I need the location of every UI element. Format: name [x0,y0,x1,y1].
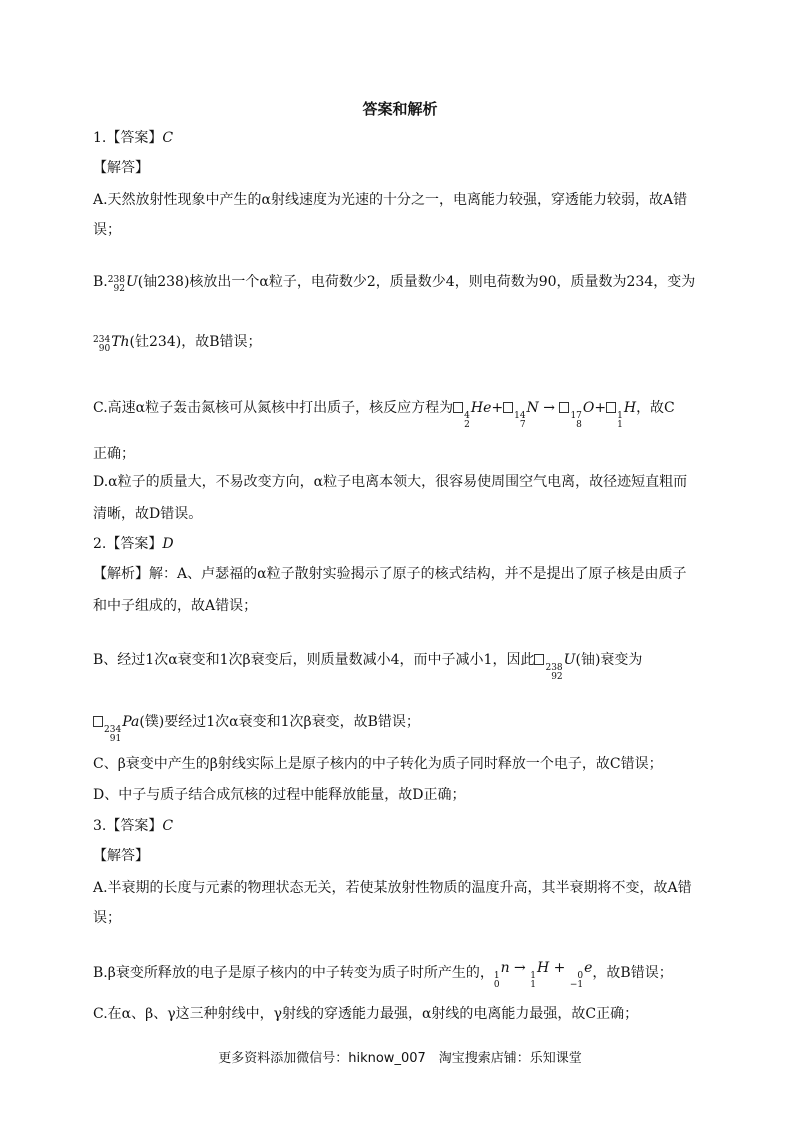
q3-b-line [93,958,710,990]
missing-glyph-box [534,654,544,665]
q1-c-line1 [93,398,710,430]
q1-b-line1-rest: 核放出一个α粒子，电荷数少2，质量数少4，则电荷数为90，质量数为234，变为 [189,274,696,290]
missing-glyph-box [559,402,569,413]
q3-a-line1: A.半衰期的长度与元素的物理状态无关，若使某放射性物质的温度升高，其半衰期将不变，故A错 [93,880,692,896]
q2-answer: D [162,536,174,552]
q2-b-prefix: B、经过1次α衰变和1次β衰变后，则质量数减小4，而中子减小1，因此 [93,652,535,668]
q1-c-suffix: ，故C [636,400,675,416]
u-indices: 238 92 [545,663,563,682]
q1-b-line2 [93,332,710,354]
q1-b-line1 [93,272,710,294]
q1-b-prefix: B. [93,274,108,290]
nuclear-equation: 4 2 He+ 14 7 N → 17 8 O+ 1 1 H [453,400,636,416]
q2-b-line1: B、经过1次α衰变和1次β衰变后，则质量数减小4，而中子减小1，因此 238 92 U(铀)衰变为 [93,652,643,682]
q3-b-suffix: ，故B错误； [592,965,673,981]
q3-b-prefix: B.β衰变所释放的电子是原子核内的中子转变为质子时所产生的， [93,965,494,981]
h-indices: 1 1 [617,411,623,430]
q1-nuc2-indices [93,336,110,354]
beta-decay-equation: 1 0 n → 1 1 H + 0 −1 e [493,960,593,990]
q2-u-name: 铀 [580,652,595,668]
q1-b-line2-rest: ，故B错误； [181,334,262,350]
q2-d-line: D、中子与质子结合成氘核的过程中能释放能量，故D正确； [93,787,466,803]
o-indices: 17 8 [570,411,582,430]
q1-c-prefix: C.高速α粒子轰击氮核可从氮核中打出质子，核反应方程为 [93,400,454,416]
q3-section: 【解答】 [93,848,149,864]
page-title: 答案和解析 [362,100,438,118]
q1-nuc1-symbol: U [125,274,138,290]
q3-answer-label: 3.【答案】 [93,818,163,834]
q1-nuc2-mass: 234 [93,335,111,345]
q1-nuc2-z: 90 [98,344,111,354]
q2-b-line2-suffix: 要经过1次α衰变和1次β衰变，故B错误； [164,714,420,730]
q1-answer-line [93,128,710,148]
q1-nuc1-z: 92 [113,284,125,294]
q2-answer-line [93,534,710,554]
q3-answer: C [162,818,174,834]
missing-glyph-box [503,402,513,413]
q1-nuc2-paren: (钍234) [129,334,182,350]
q1-section: 【解答】 [93,160,149,176]
q3-c-line: C.在α、β、γ这三种射线中，γ射线的穿透能力最强，α射线的电离能力最强，故C正确； [93,1006,639,1022]
missing-glyph-box [606,402,616,413]
n-indices: 14 7 [514,411,526,430]
q1-c-line2: 正确； [93,446,135,462]
q1-d-line1: D.α粒子的质量大，不易改变方向，α粒子电离本领大，很容易使周围空气电离，故径迹短直粗而 [93,474,688,490]
q2-pa-name: 镤 [144,714,159,730]
missing-glyph-box [453,402,463,413]
q1-answer-label: 1.【答案】 [93,130,163,146]
q3-a-line2: 误； [93,910,121,926]
missing-glyph-box [93,716,103,727]
q2-b-line2: 234 91 Pa(镤)要经过1次α衰变和1次β衰变，故B错误； [93,712,710,744]
q2-line1: 【解析】解：A、卢瑟福的α粒子散射实验揭示了原子的核式结构，并不是提出了原子核是由质子 [93,566,687,582]
he-indices: 4 2 [464,411,470,430]
page-footer: 更多资料添加微信号：hiknow_007 淘宝搜索店铺：乐知课堂 [218,1051,582,1066]
q2-b-suffix: 衰变为 [600,652,643,668]
q1-nuc1-name: 铀238 [143,274,184,290]
q1-nuc2-symbol: Th [111,334,130,350]
pa-indices: 234 91 [104,725,122,744]
q1-a-line1: A.天然放射性现象中产生的α射线速度为光速的十分之一，电离能力较强，穿透能力较弱，故A错 [93,192,688,208]
q2-line2: 和中子组成的，故A错误； [93,598,258,614]
q2-answer-label: 2.【答案】 [93,536,163,552]
q1-nuc1-paren: (铀238) [137,274,190,290]
q1-nuc2-name: 钍234 [135,334,176,350]
q1-answer: C [162,130,174,146]
q1-d-line2: 清晰，故D错误。 [93,506,203,522]
q3-answer-line [93,816,710,836]
q2-c-line: C、β衰变中产生的β射线实际上是原子核内的中子转化为质子同时释放一个电子，故C错误； [93,756,663,772]
q1-nuc1-indices [108,276,125,294]
q1-a-line2: 误； [93,222,121,238]
q1-nuc1-mass: 238 [107,275,125,285]
